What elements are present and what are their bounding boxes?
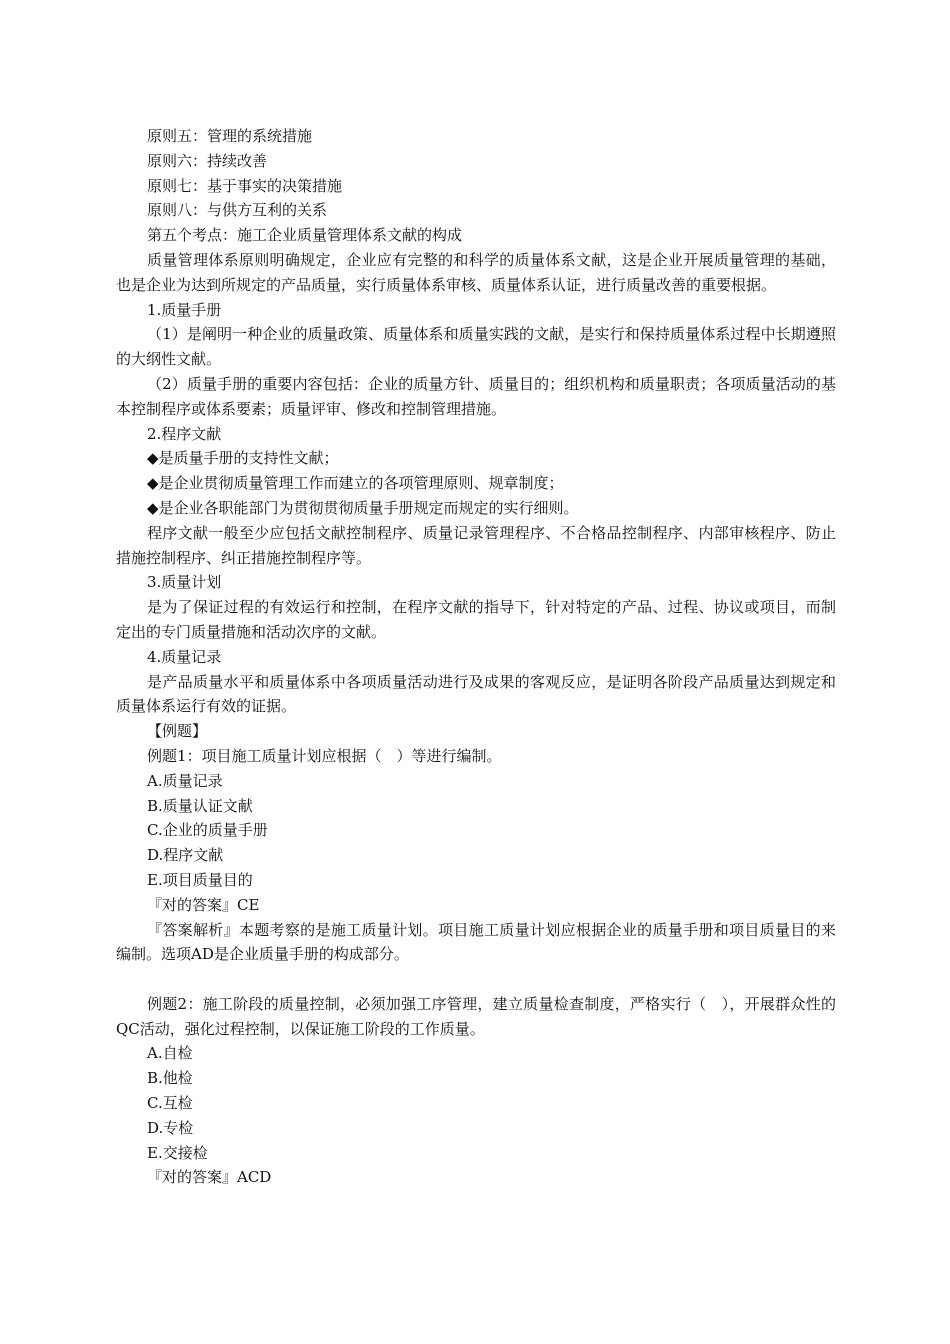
question: 例题2：施工阶段的质量控制，必须加强工序管理，建立质量检查制度，严格实行（ ），开展群众性的QC活动，强化过程控制，以保证施工阶段的工作质量。 [116, 994, 836, 1038]
option: E.交接检 [147, 1143, 208, 1162]
document-body [116, 124, 836, 1190]
paragraph: 原则六：持续改善 [147, 151, 268, 170]
paragraph: 质量管理体系原则明确规定，企业应有完整的和科学的质量体系文献，这是企业开展质量管理的基础，也是企业为达到所规定的产品质量，实行质量体系审核、质量体系认证，进行质量改善的重要根据。 [116, 250, 836, 294]
bullet-item: ◆是企业各职能部门为贯彻贯彻质量手册规定而规定的实行细则。 [147, 498, 579, 517]
answer-analysis: 『答案解析』本题考察的是施工质量计划。项目施工质量计划应根据企业的质量手册和项目质量目的来编制。选项AD是企业质量手册的构成部分。 [116, 920, 836, 964]
option: E.项目质量目的 [147, 870, 253, 889]
paragraph: 是产品质量水平和质量体系中各项质量活动进行及成果的客观反应，是证明各阶段产品质量达到规定和质量体系运行有效的证据。 [116, 672, 836, 716]
question: 例题1：项目施工质量计划应根据（ ）等进行编制。 [147, 746, 502, 765]
paragraph: 程序文献一般至少应包括文献控制程序、质量记录管理程序、不合格品控制程序、内部审核程序、防止措施控制程序、纠正措施控制程序等。 [116, 523, 836, 567]
option: C.企业的质量手册 [147, 821, 268, 840]
answer: 『对的答案』CE [147, 895, 260, 914]
example-heading: 【例题】 [147, 722, 208, 741]
blank-line [116, 967, 836, 992]
option: B.质量认证文献 [147, 796, 253, 815]
paragraph: （1）是阐明一种企业的质量政策、质量体系和质量实践的文献，是实行和保持质量体系过程中长期遵照的大纲性文献。 [116, 325, 836, 369]
option: B.他检 [147, 1069, 193, 1088]
option: C.互检 [147, 1094, 193, 1113]
subheading: 4.质量记录 [147, 647, 222, 666]
paragraph: 是为了保证过程的有效运行和控制，在程序文献的指导下，针对特定的产品、过程、协议或项目，而制定出的专门质量措施和活动次序的文献。 [116, 598, 836, 641]
subheading: 2.程序文献 [147, 424, 222, 443]
paragraph: 原则七：基于事实的决策措施 [147, 176, 343, 195]
subheading: 1.质量手册 [147, 300, 222, 319]
paragraph: 原则五：管理的系统措施 [147, 127, 313, 145]
section-heading: 第五个考点：施工企业质量管理体系文献的构成 [147, 226, 463, 245]
paragraph: 原则八：与供方互利的关系 [147, 201, 328, 220]
paragraph: （2）质量手册的重要内容包括：企业的质量方针、质量目的；组织机构和质量职责；各项质量活动的基本控制程序或体系要素；质量评审、修改和控制管理措施。 [116, 374, 836, 418]
bullet-item: ◆是质量手册的支持性文献； [147, 449, 339, 468]
bullet-item: ◆是企业贯彻质量管理工作而建立的各项管理原则、规章制度； [147, 474, 564, 493]
option: A.质量记录 [147, 771, 223, 790]
option: D.程序文献 [147, 846, 224, 865]
option: A.自检 [147, 1044, 193, 1063]
answer: 『对的答案』ACD [147, 1168, 272, 1187]
option: D.专检 [147, 1118, 194, 1137]
subheading: 3.质量计划 [147, 573, 222, 592]
